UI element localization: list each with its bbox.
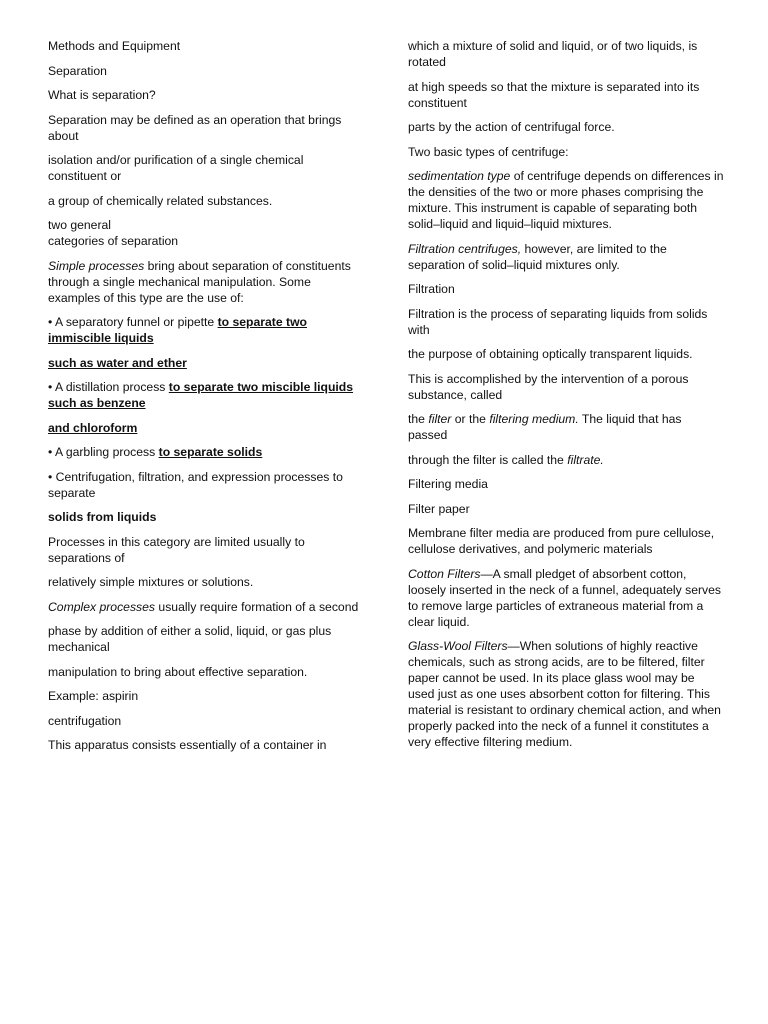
paragraph — [48, 599, 360, 615]
underlined-paragraph: such as water and ether — [48, 355, 187, 370]
paragraph — [408, 241, 724, 273]
text-run: —When solutions of highly reactive chemicals, such as strong acids, are to be filtered, filter paper cannot be used. In its place glass wool may be used just as one uses absorbent cotton for filtering. This material is resistant to ordinary chemical action, and when properly packed into the neck of a funnel it constitutes a very effective filtering medium. — [408, 639, 721, 749]
text-run: The liquid that has passed — [408, 412, 682, 442]
left-column — [48, 38, 360, 762]
paragraph: Processes in this category are limited usually to separations of — [48, 534, 305, 565]
text-run: • A separatory funnel or pipette — [48, 315, 218, 329]
paragraph — [408, 452, 724, 468]
emphasis-text: Glass-Wool Filters — [408, 639, 508, 653]
underlined-text: to separate solids — [158, 445, 263, 459]
emphasis-text: filtering medium. — [489, 412, 579, 426]
section-heading-filtering-media: Filtering media — [408, 477, 488, 491]
emphasis-text: Filtration centrifuges, — [408, 241, 522, 256]
text-run: —A small pledget of absorbent cotton, loosely inserted in the neck of a funnel, adequately serves to remove large particles of extraneous material from a clear liquid. — [408, 566, 722, 629]
emphasis-text: Simple processes — [48, 258, 145, 273]
bullet-item — [48, 379, 360, 411]
bullet-item — [48, 314, 360, 346]
emphasis-text: sedimentation type — [408, 169, 511, 183]
paragraph: which a mixture of solid and liquid, or of two liquids, is rotated — [408, 39, 698, 69]
text-run: • A garbling process — [48, 445, 159, 459]
paragraph: This is accomplished by the intervention of a porous substance, called — [408, 371, 689, 402]
paragraph — [48, 258, 360, 306]
question-text: What is separation? — [48, 88, 156, 102]
paragraph — [408, 411, 724, 443]
bold-paragraph: solids from liquids — [48, 510, 157, 524]
section-heading-separation: Separation — [48, 63, 107, 78]
right-column — [408, 38, 724, 759]
underlined-text: to separate two miscible liquids such as benzene — [48, 380, 354, 410]
text-run: the — [408, 412, 429, 426]
paragraph: a group of chemically related substances. — [48, 193, 273, 208]
paragraph — [408, 566, 724, 630]
section-heading-filtration: Filtration — [408, 282, 455, 296]
paragraph: relatively simple mixtures or solutions. — [48, 575, 254, 589]
bullet-item — [48, 444, 360, 460]
paragraph: Membrane filter media are produced from pure cellulose, cellulose derivatives, and polymeric materials — [408, 526, 715, 556]
text-run: usually require formation of a second — [155, 599, 359, 614]
text-line: two general — [48, 218, 112, 232]
emphasis-text: filter — [428, 412, 452, 426]
paragraph: at high speeds so that the mixture is separated into its constituent — [408, 79, 700, 110]
subheading-filter-paper: Filter paper — [408, 501, 470, 516]
text-line: categories of separation — [48, 234, 179, 248]
emphasis-text: Complex processes — [48, 599, 156, 614]
text-run: or the — [451, 412, 490, 426]
paragraph: the purpose of obtaining optically transparent liquids. — [408, 347, 693, 361]
text-run: of centrifuge depends on differences in the densities of the two or more phases comprising the mixture. This instrument is capable of separating both solid–liquid and liquid–liquid mixtures. — [408, 169, 724, 231]
paragraph: Two basic types of centrifuge: — [408, 144, 569, 159]
paragraph — [48, 217, 360, 249]
paragraph: phase by addition of either a solid, liquid, or gas plus mechanical — [48, 624, 332, 654]
document-title: Methods and Equipment — [48, 39, 181, 53]
paragraph: Separation may be defined as an operation that brings about — [48, 112, 342, 143]
underlined-text: to separate two immiscible liquids — [48, 315, 307, 345]
paragraph — [408, 168, 724, 232]
paragraph: This apparatus consists essentially of a container in — [48, 738, 327, 752]
emphasis-text: Cotton Filters — [408, 566, 481, 581]
text-run: bring about separation of constituents through a single mechanical manipulation. Some examples of this type are the use of: — [48, 258, 351, 305]
emphasis-text: filtrate. — [567, 452, 604, 467]
paragraph: isolation and/or purification of a single chemical constituent or — [48, 153, 304, 183]
text-run: through the filter is called the — [408, 452, 568, 467]
text-run: • A distillation process — [48, 380, 169, 394]
paragraph: parts by the action of centrifugal force. — [408, 120, 615, 134]
section-heading-centrifugation: centrifugation — [48, 713, 122, 728]
paragraph: Example: aspirin — [48, 689, 139, 703]
text-run: however, are limited to the separation of solid–liquid mixtures only. — [408, 241, 667, 272]
paragraph — [408, 638, 724, 750]
paragraph: Filtration is the process of separating liquids from solids with — [408, 306, 708, 337]
bullet-item: • Centrifugation, filtration, and expression processes to separate — [48, 469, 343, 500]
underlined-paragraph: and chloroform — [48, 420, 138, 435]
paragraph: manipulation to bring about effective separation. — [48, 664, 308, 679]
